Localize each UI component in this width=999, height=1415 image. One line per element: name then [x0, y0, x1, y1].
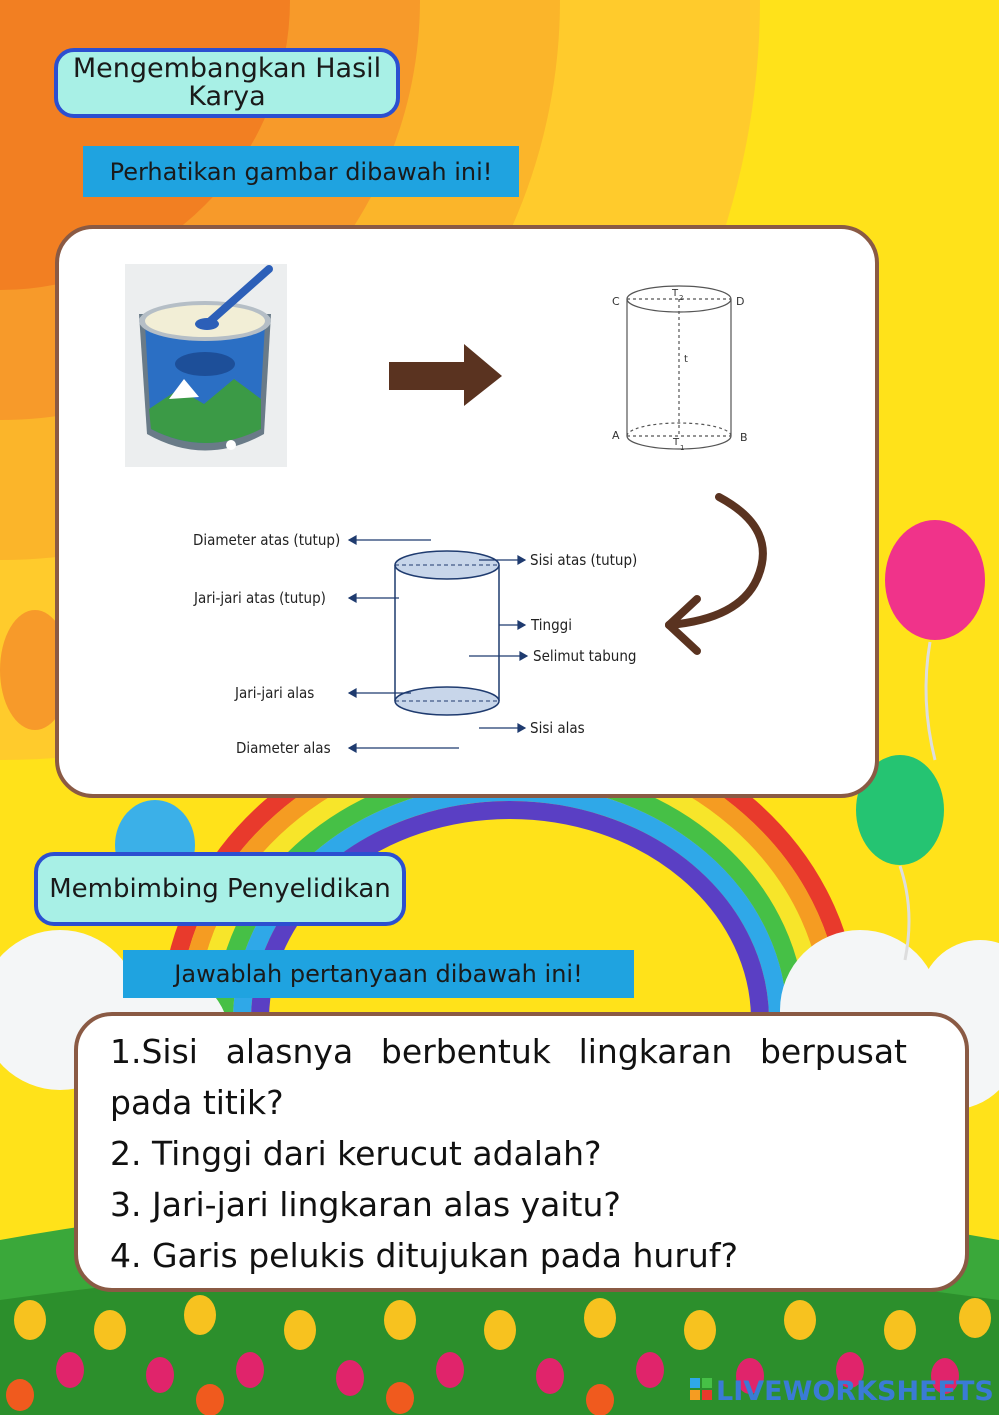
label-a: A	[612, 429, 620, 442]
label-sisi-atas: Sisi atas (tutup)	[530, 551, 638, 569]
label-sisi-alas: Sisi alas	[530, 719, 585, 737]
diagram-card	[55, 225, 879, 798]
question-2: 2. Tinggi dari kerucut adalah?	[110, 1134, 602, 1173]
curved-arrow-icon	[669, 497, 763, 651]
cylinder-figure	[627, 286, 731, 449]
watermark: LIVEWORKSHEETS	[716, 1376, 994, 1407]
section-title-text: Mengembangkan Hasil Karya	[72, 53, 382, 112]
label-diameter-alas: Diameter alas	[236, 739, 331, 757]
question-4: 4. Garis pelukis ditujukan pada huruf?	[110, 1236, 738, 1275]
instruction-text: Jawablah pertanyaan dibawah ini!	[174, 960, 583, 988]
cylinder-diagram	[59, 229, 883, 802]
questions-card	[74, 1012, 969, 1292]
section-title-mengembangkan	[54, 48, 400, 118]
cylinder-parts-figure	[349, 536, 527, 752]
label-c: C	[612, 295, 620, 308]
label-selimut: Selimut tabung	[533, 647, 637, 665]
instruction-banner-2	[123, 950, 634, 998]
label-tinggi: Tinggi	[531, 616, 572, 634]
label-t: t	[684, 354, 688, 365]
label-b: B	[740, 431, 748, 444]
label-diameter-atas: Diameter atas (tutup)	[193, 531, 341, 549]
label-jari-atas: Jari-jari atas (tutup)	[194, 589, 326, 607]
liveworksheets-logo-icon	[690, 1378, 712, 1400]
milk-can-icon	[125, 264, 287, 467]
right-arrow-icon	[389, 344, 502, 406]
label-d: D	[736, 295, 745, 308]
instruction-text: Perhatikan gambar dibawah ini!	[109, 157, 493, 186]
section-title-membimbing	[34, 852, 406, 926]
label-t1: T	[673, 437, 680, 448]
question-1: 1.Sisi alasnya berbentuk lingkaran berpusat pada titik?	[110, 1032, 907, 1122]
label-jari-alas: Jari-jari alas	[235, 684, 315, 702]
instruction-banner-1	[83, 146, 519, 197]
question-3: 3. Jari-jari lingkaran alas yaitu?	[110, 1185, 621, 1224]
label-t2-sub: 2	[679, 294, 684, 302]
label-t2: T	[672, 288, 679, 299]
section-title-text: Membimbing Penyelidikan	[49, 874, 391, 904]
label-t1-sub: 1	[680, 444, 685, 452]
